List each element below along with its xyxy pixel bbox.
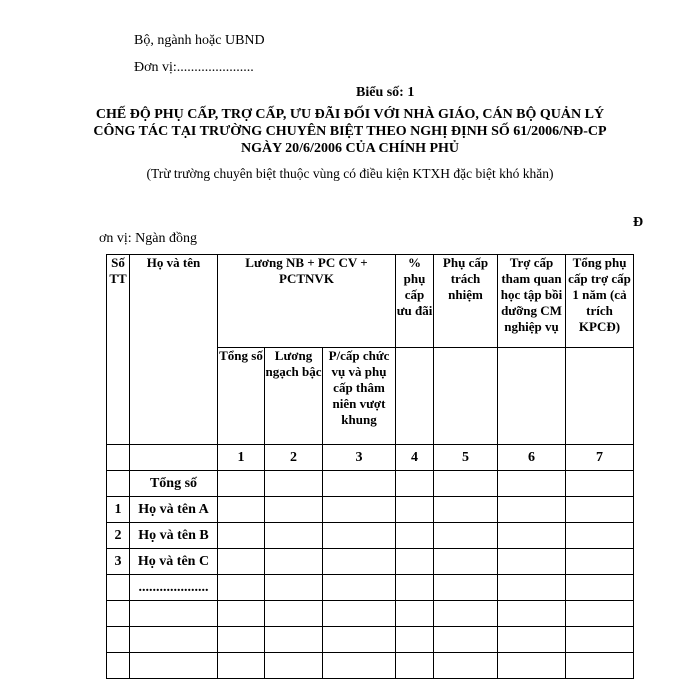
allowance-table xyxy=(106,254,634,679)
table-row xyxy=(107,497,634,523)
header-stt: Số TT xyxy=(107,255,130,445)
table-row xyxy=(107,549,634,575)
unit-note-right: Đ xyxy=(633,215,644,230)
document-title-line-1: CHẾ ĐỘ PHỤ CẤP, TRỢ CẤP, ƯU ĐÃI ĐỐI VỚI NHÀ GIÁO, CÁN BỘ QUẢN LÝ xyxy=(95,107,605,122)
column-number-5: 5 xyxy=(434,445,498,471)
ministry-label: Bộ, ngành hoặc UBND xyxy=(134,33,265,48)
empty-cell xyxy=(396,348,434,445)
column-number-4: 4 xyxy=(396,445,434,471)
total-row-label: Tổng số xyxy=(130,471,218,497)
empty-cell xyxy=(498,348,566,445)
header-salary-group: Lương NB + PC CV + PCTNVK xyxy=(218,255,396,348)
row-name: .................... xyxy=(130,575,218,601)
row-name: Họ và tên A xyxy=(130,497,218,523)
document-title-line-2: CÔNG TÁC TẠI TRƯỜNG CHUYÊN BIỆT THEO NGHỊ ĐỊNH SỐ 61/2006/NĐ-CP xyxy=(93,124,607,139)
table-row xyxy=(107,523,634,549)
empty-cell xyxy=(434,348,498,445)
table-row xyxy=(107,627,634,653)
unit-note-left: ơn vị: Ngàn đồng xyxy=(99,231,198,246)
row-stt: 2 xyxy=(107,523,130,549)
table-row xyxy=(107,471,634,497)
header-study-allowance: Trợ cấp tham quan học tập bồi dưỡng CM nghiệp vụ xyxy=(498,255,566,348)
empty-cell xyxy=(107,445,130,471)
header-responsibility: Phụ cấp trách nhiệm xyxy=(434,255,498,348)
unit-label: Đơn vị:...................... xyxy=(134,60,254,75)
empty-cell xyxy=(130,445,218,471)
table-row xyxy=(107,601,634,627)
column-number-2: 2 xyxy=(265,445,323,471)
row-name: Họ và tên B xyxy=(130,523,218,549)
form-number: Biểu số: 1 xyxy=(356,85,415,100)
empty-cell xyxy=(566,348,634,445)
column-number-3: 3 xyxy=(323,445,396,471)
column-number-6: 6 xyxy=(498,445,566,471)
row-stt xyxy=(107,575,130,601)
document-subtitle: (Trừ trường chuyên biệt thuộc vùng có điều kiện KTXH đặc biệt khó khăn) xyxy=(146,166,554,181)
column-number-1: 1 xyxy=(218,445,265,471)
header-name: Họ và tên xyxy=(130,255,218,445)
row-stt: 3 xyxy=(107,549,130,575)
header-position-allowance: P/cấp chức vụ và phụ cấp thâm niên vượt khung xyxy=(323,348,396,445)
document-title-line-3: NGÀY 20/6/2006 CỦA CHÍNH PHỦ xyxy=(240,141,460,156)
row-stt: 1 xyxy=(107,497,130,523)
header-rank-salary: Lương ngạch bậc xyxy=(265,348,323,445)
header-annual-total: Tổng phụ cấp trợ cấp 1 năm (cả trích KPCĐ) xyxy=(566,255,634,348)
header-total: Tổng số xyxy=(218,348,265,445)
empty-cell xyxy=(107,471,130,497)
row-name: Họ và tên C xyxy=(130,549,218,575)
column-number-7: 7 xyxy=(566,445,634,471)
table-row xyxy=(107,575,634,601)
table-row xyxy=(107,653,634,679)
header-preferential-percent: % phụ cấp ưu đãi xyxy=(396,255,434,348)
